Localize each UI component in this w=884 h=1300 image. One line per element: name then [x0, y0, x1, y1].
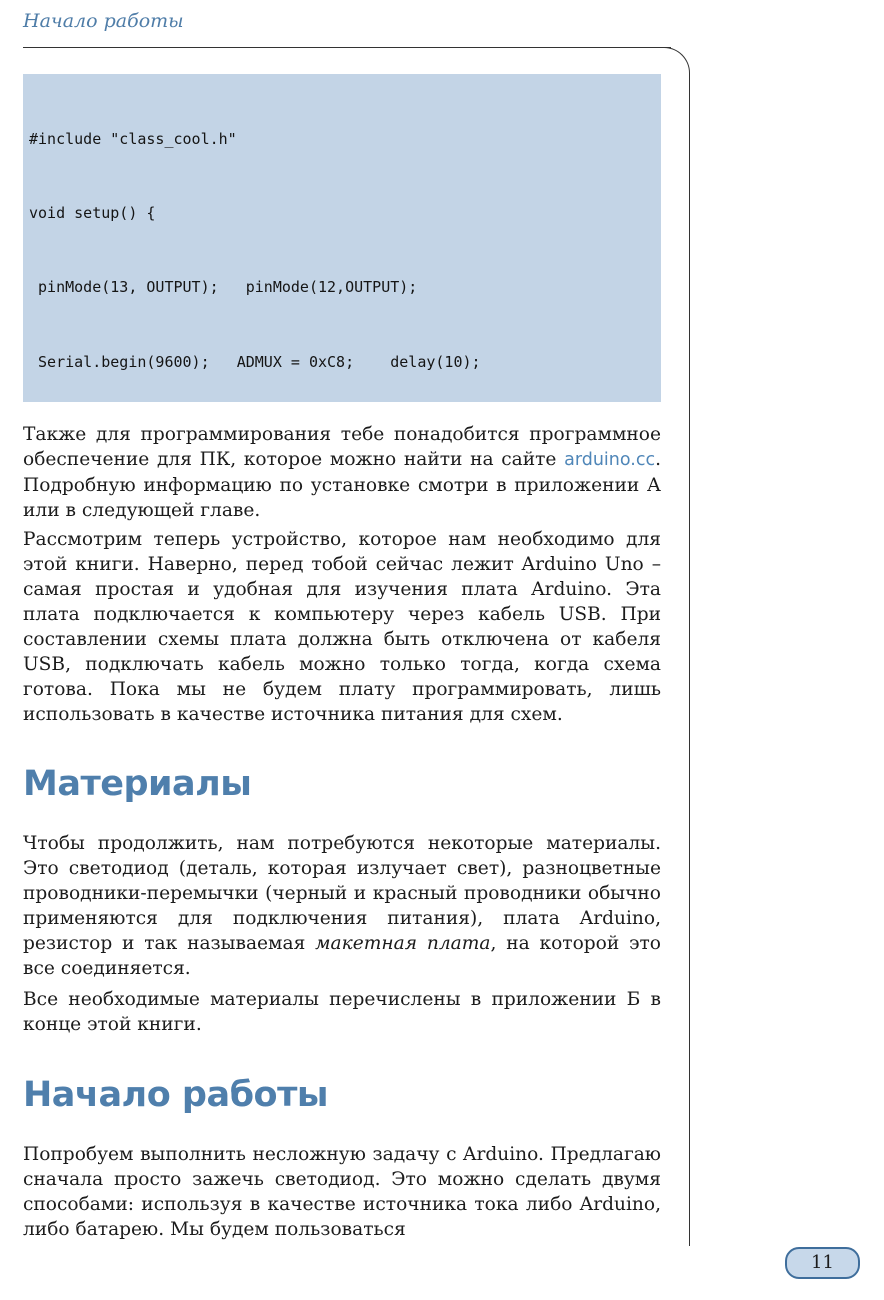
- paragraph-software: [23, 422, 661, 523]
- paragraph-device: Рассмотрим теперь устройство, которое нам необходимо для этой книги. Наверно, перед тобой сейчас лежит Arduino Uno – самая простая и удобная для изучения плата Arduino. Эта плата подключается к компьютеру через кабель USB. При составлении схемы плата должна быть отключена от кабеля USB, подключать кабель можно только тогда, когда схема готова. Пока мы не будем плату программировать, лишь использовать в качестве источника питания для схем.: [23, 529, 661, 725]
- paragraph-materials: [23, 831, 661, 981]
- paragraph-text: , на которой это все соединяется.: [23, 933, 661, 979]
- section-heading-materials: Материалы: [23, 764, 252, 804]
- section-heading-start: Начало работы: [23, 1075, 329, 1115]
- paragraph-text: . Подробную информацию по установке смотри в приложении А или в следующей главе.: [23, 449, 661, 521]
- code-listing: [23, 74, 661, 402]
- page-edge-rule: [689, 86, 690, 1246]
- code-line: #include "class_cool.h": [29, 129, 237, 148]
- arduino-site-link[interactable]: arduino.cc: [564, 450, 656, 470]
- page-number-badge: 11: [785, 1247, 860, 1279]
- paragraph-text: Также для программирования тебе понадобится программное обеспечение для ПК, которое можно найти на сайте: [23, 424, 661, 470]
- paragraph-text: Чтобы продолжить, нам потребуются некоторые материалы. Это светодиод (деталь, которая излучает свет), разноцветные проводники-перемычки (черный и красный проводники обычно применяются для подключения питания), плата Arduino, резистор и так называемая: [23, 833, 661, 954]
- code-line: void setup() {: [29, 203, 156, 222]
- code-line: Serial.begin(9600); ADMUX = 0xC8; delay(10);: [29, 352, 481, 371]
- code-line: pinMode(13, OUTPUT); pinMode(12,OUTPUT);: [29, 278, 418, 297]
- running-header: Начало работы: [23, 10, 184, 32]
- emphasis-text: макетная плата: [315, 933, 491, 954]
- header-rule: [23, 47, 671, 48]
- paragraph-start: Попробуем выполнить несложную задачу с Arduino. Предлагаю сначала просто зажечь светодиод. Это можно сделать двумя способами: используя в качестве источника тока либо Arduino, либо батарею. Мы будем пользоваться: [23, 1144, 661, 1240]
- paragraph-appendix: Все необходимые материалы перечислены в приложении Б в конце этой книги.: [23, 989, 661, 1035]
